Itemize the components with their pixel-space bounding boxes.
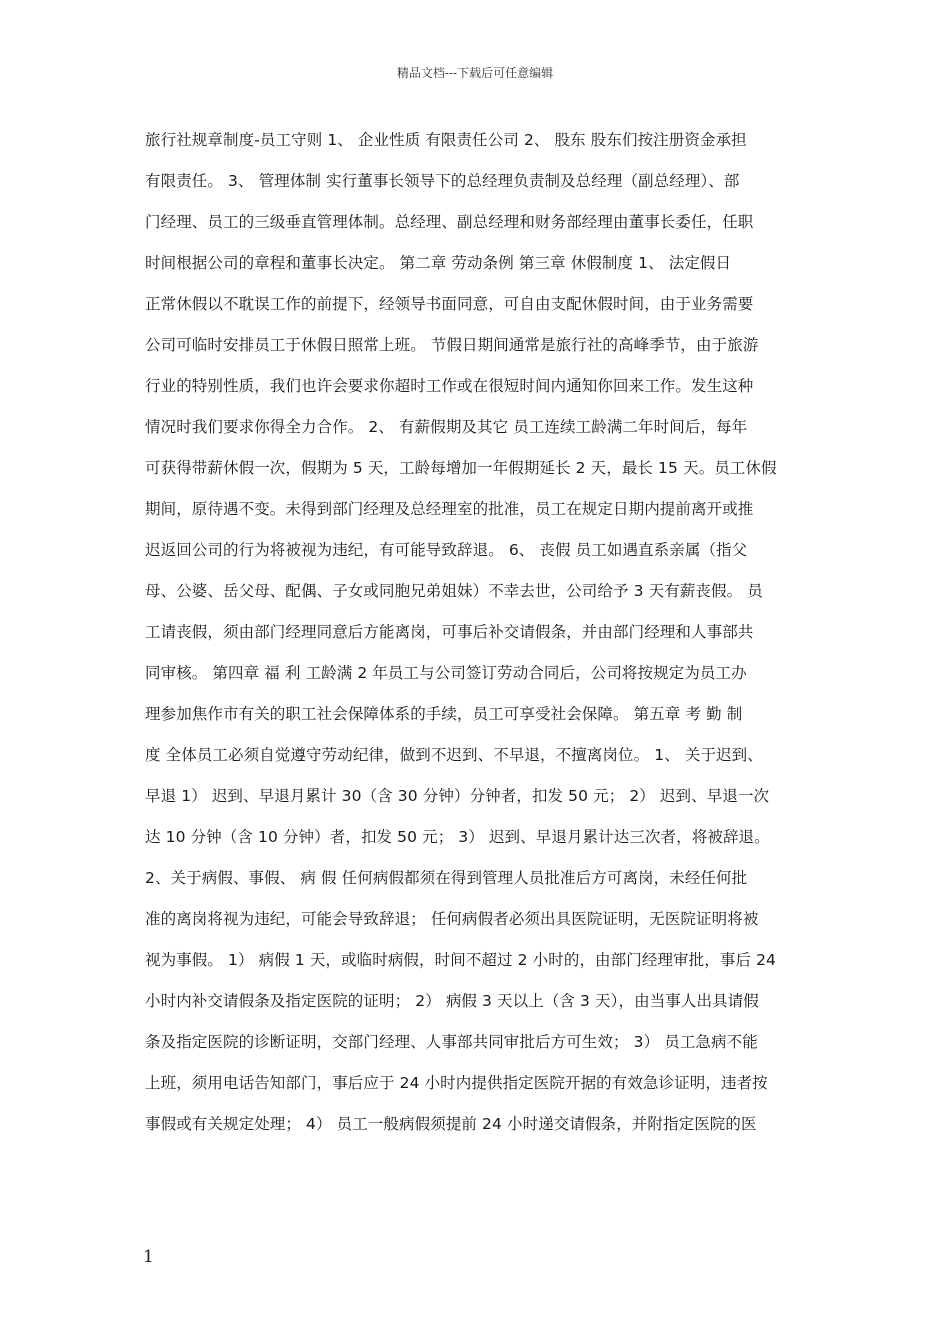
text-line: 时间根据公司的章程和董事长决定。 第二章 劳动条例 第三章 休假制度 1、 法定假日 [145,254,732,272]
text-line: 条及指定医院的诊断证明，交部门经理、人事部共同审批后方可生效； 3） 员工急病不能 [145,1033,758,1051]
text-line: 2、关于病假、事假、 病 假 任何病假都须在得到管理人员批准后方可离岗，未经任何批 [145,869,748,887]
text-line: 小时内补交请假条及指定医院的证明； 2） 病假 3 天以上（含 3 天），由当事人出具请假 [145,992,759,1010]
text-line: 事假或有关规定处理； 4） 员工一般病假须提前 24 小时递交请假条，并附指定医院的医 [145,1115,757,1133]
text-line: 期间，原待遇不变。未得到部门经理及总经理室的批准，员工在规定日期内提前离开或推 [145,500,754,518]
text-line: 视为事假。 1） 病假 1 天，或临时病假，时间不超过 2 小时的，由部门经理审批，事后 24 [145,951,776,969]
text-line: 正常休假以不耽误工作的前提下，经领导书面同意，可自由支配休假时间，由于业务需要 [145,295,754,313]
text-line: 行业的特别性质，我们也许会要求你超时工作或在很短时间内通知你回来工作。发生这种 [145,377,754,395]
text-line: 母、公婆、岳父母、配偶、子女或同胞兄弟姐妹）不幸去世，公司给予 3 天有薪丧假。 员 [145,582,763,600]
text-line: 门经理、员工的三级垂直管理体制。总经理、副总经理和财务部经理由董事长委任，任职 [145,213,754,231]
text-line: 迟返回公司的行为将被视为违纪，有可能导致辞退。 6、 丧假 员工如遇直系亲属（指父 [145,541,748,559]
text-line: 同审核。 第四章 福 利 工龄满 2 年员工与公司签订劳动合同后，公司将按规定为员工办 [145,664,747,682]
text-line: 准的离岗将视为违纪，可能会导致辞退； 任何病假者必须出具医院证明，无医院证明将被 [145,910,759,928]
text-line: 达 10 分钟（含 10 分钟）者，扣发 50 元； 3） 迟到、早退月累计达三次者，将被辞退。 [145,828,770,846]
text-line: 早退 1） 迟到、早退月累计 30（含 30 分钟）分钟者，扣发 50 元； 2） 迟到、早退一次 [145,787,770,805]
text-line: 旅行社规章制度-员工守则 1、 企业性质 有限责任公司 2、 股东 股东们按注册资金承担 [145,131,747,149]
text-line: 公司可临时安排员工于休假日照常上班。 节假日期间通常是旅行社的高峰季节，由于旅游 [145,336,759,354]
text-line: 理参加焦作市有关的职工社会保障体系的手续，员工可享受社会保障。 第五章 考 勤 制 [145,705,743,723]
text-line: 情况时我们要求你得全力合作。 2、 有薪假期及其它 员工连续工龄满二年时间后，每年 [145,418,748,436]
text-line: 可获得带薪休假一次，假期为 5 天，工龄每增加一年假期延长 2 天，最长 15 天。员工休假 [145,459,777,477]
document-body [145,120,810,1145]
text-line: 有限责任。 3、 管理体制 实行董事长领导下的总经理负责制及总经理（副总经理）、部 [145,172,740,190]
page-number: 1 [143,1247,154,1267]
text-line: 度 全体员工必须自觉遵守劳动纪律，做到不迟到、不早退，不擅离岗位。 1、 关于迟到、 [145,746,763,764]
text-line: 上班，须用电话告知部门，事后应于 24 小时内提供指定医院开据的有效急诊证明，违者按 [145,1074,768,1092]
page-header: 精品文档---下载后可任意编辑 [396,66,554,80]
text-line: 工请丧假，须由部门经理同意后方能离岗，可事后补交请假条，并由部门经理和人事部共 [145,623,754,641]
